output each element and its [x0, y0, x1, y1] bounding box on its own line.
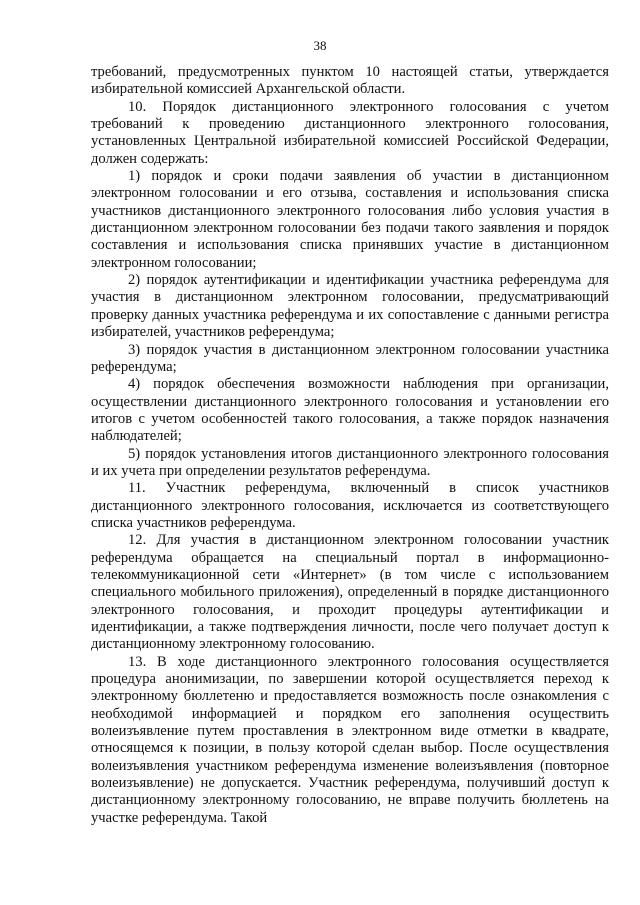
subitem-10-2: 2) порядок аутентификации и идентификации участника референдума для участия в дистанционном электронном голосовании, предусматривающий проверку данных участника референдума и их сопоставление с данными регистра избирателей, участников референдума; [91, 272, 609, 341]
subitem-10-4: 4) порядок обеспечения возможности наблюдения при организации, осуществлении дистанционного электронного голосования и установлении его итогов с учетом особенностей такого голосования, а также порядок назначения наблюдателей; [91, 376, 609, 445]
paragraph-item-10: 10. Порядок дистанционного электронного голосования с учетом требований к проведению дистанционного электронного голосования, установленных Центральной избирательной комиссией Российской Федерации, должен содержать: [91, 98, 609, 167]
paragraph-continuation: требований, предусмотренных пунктом 10 настоящей статьи, утверждается избирательной комиссией Архангельской области. [91, 64, 609, 98]
subitem-10-5: 5) порядок установления итогов дистанционного электронного голосования и их учета при определении результатов референдума. [91, 445, 609, 479]
subitem-10-3: 3) порядок участия в дистанционном электронном голосовании участника референдума; [91, 341, 609, 375]
paragraph-item-11: 11. Участник референдума, включенный в список участников дистанционного электронного голосования, исключается из соответствующего списка участников референдума. [91, 480, 609, 531]
paragraph-item-13: 13. В ходе дистанционного электронного голосования осуществляется процедура анонимизации, по завершении которой осуществляется переход к электронному бюллетеню и предоставляется возможность после ознакомления с необходимой информацией и порядком его заполнения осуществить волеизъявление путем проставления в электронном виде отметки в квадрате, относящемся к позиции, в пользу которой сделан выбор. После осуществления волеизъявления участником референдума изменение волеизъявления (повторное волеизъявление) не допускается. Участник референдума, получивший доступ к дистанционному электронному голосованию, не вправе получить бюллетень на участке референдума. Такой [91, 653, 609, 826]
document-text-body [91, 64, 609, 827]
page-number: 38 [313, 38, 327, 53]
paragraph-item-12: 12. Для участия в дистанционном электронном голосовании участник референдума обращается на специальный портал в информационно-телекоммуникационной сети «Интернет» (в том числе с использованием специального мобильного приложения), определенный в порядке дистанционного электронного голосования, и проходит процедуры аутентификации и идентификации, а также подтверждения личности, после чего получает доступ к дистанционному электронному голосованию. [91, 532, 609, 653]
subitem-10-1: 1) порядок и сроки подачи заявления об участии в дистанционном электронном голосовании и его отзыва, составления и использования списка участников дистанционного электронного голосования либо условия участия в дистанционном электронном голосовании без подачи такого заявления и порядок составления и использования списка принявших участие в дистанционном электронном голосовании; [91, 168, 609, 271]
